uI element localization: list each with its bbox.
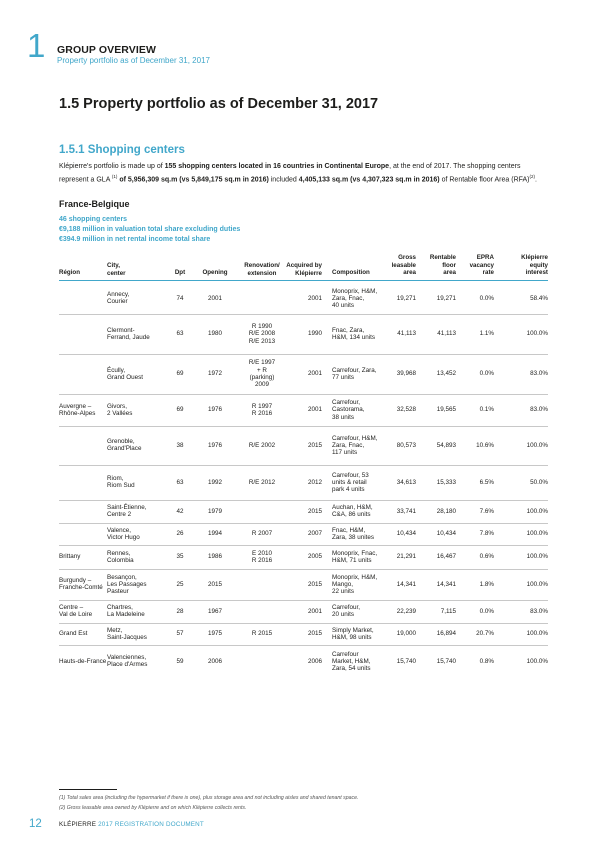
cell-opening: 2006 [207,657,222,665]
cell-opening: 1972 [207,370,222,378]
cell-dpt: 69 [176,406,184,414]
cell-epra: 0.0% [479,370,494,378]
row-divider [59,645,548,646]
row-divider [59,426,548,427]
cell-acquired: 2007 [307,530,322,538]
cell-dpt: 28 [176,607,184,615]
cell-epra: 7.8% [479,530,494,538]
cell-epra: 0.8% [479,657,494,665]
cell-gross: 41,113 [397,330,416,338]
header-region: Région [59,269,80,276]
cell-acquired: 2001 [307,607,322,615]
chapter-title: GROUP OVERVIEW [57,44,157,56]
cell-equity: 50.0% [530,478,548,486]
row-divider [59,569,548,570]
cell-equity: 100.0% [526,441,548,449]
chapter-number: 1 [27,27,46,64]
cell-city: Valence, Victor Hugo [107,526,140,541]
cell-dpt: 42 [176,507,184,515]
stat-net-rental-income: €394.9 million in net rental income total share [59,236,211,244]
header-dpt: Dpt [174,269,186,276]
table-row [0,285,600,316]
cell-composition: Carrefour, Castorama, 38 units [332,399,365,421]
cell-acquired: 2001 [307,294,322,302]
cell-rentable: 16,894 [436,630,456,638]
cell-composition: Carrefour, 20 units [332,604,360,619]
row-divider [59,314,548,315]
cell-composition: Carrefour, H&M, Zara, Fnac, 117 units [332,434,378,457]
cell-city: Givors, 2 Vallées [107,402,133,417]
footnote-1: (1) Total sales area (including the hypermarket if there is one), plus storage area and not including aisles and shared tenant space. [59,795,359,801]
cell-city: Rennes, Colombia [107,549,134,564]
stat-valuation: €9,188 million in valuation total share excluding duties [59,226,241,234]
cell-region: Grand Est [59,630,88,638]
header-rentable: Rentable floor area [429,254,456,277]
table-row [0,396,600,428]
cell-acquired: 1990 [307,330,322,338]
cell-acquired: 2015 [307,580,322,588]
table-row [0,502,600,525]
cell-acquired: 2015 [307,507,322,515]
region-stats [59,215,240,246]
cell-dpt: 26 [176,530,184,538]
table-row [0,316,600,356]
cell-opening: 1979 [207,507,222,515]
cell-opening: 1976 [207,406,222,414]
cell-renovation: R/E 1997 + R (parking) 2009 [248,359,276,389]
cell-composition: Carrefour, Zara, 77 units [332,366,377,381]
cell-epra: 0.6% [479,553,494,561]
cell-renovation: R/E 2002 [248,441,276,449]
stat-centers: 46 shopping centers [59,216,128,223]
table-row [0,647,600,680]
header-city: City, center [107,262,126,277]
cell-rentable: 14,341 [436,580,456,588]
cell-rentable: 54,893 [436,441,456,449]
cell-equity: 100.0% [526,553,548,561]
cell-rentable: 41,113 [437,330,456,338]
cell-composition: Carrefour Market, H&M, Zara, 54 units [332,650,371,673]
cell-equity: 100.0% [526,507,548,515]
cell-equity: 83.0% [530,607,548,615]
cell-opening: 1994 [207,530,222,538]
section-title: 1.5 Property portfolio as of December 31, 2017 [59,96,379,112]
footer-brand: KLÉPIERRE [59,821,97,828]
cell-acquired: 2012 [307,478,322,486]
cell-city: Annecy, Courier [107,291,130,306]
cell-gross: 19,271 [396,294,416,302]
cell-gross: 14,341 [396,580,416,588]
region-title: France-Belgique [59,199,130,209]
page-footer [59,821,204,828]
cell-rentable: 19,271 [436,294,456,302]
row-divider [59,354,548,355]
cell-composition: Monoprix, Fnac, H&M, 71 units [332,549,378,564]
cell-equity: 100.0% [526,580,548,588]
cell-dpt: 69 [176,370,184,378]
row-divider [59,500,548,501]
cell-gross: 19,000 [396,630,416,638]
cell-composition: Fnac, H&M, Zara, 38 unites [332,526,375,541]
cell-equity: 100.0% [526,657,548,665]
table-row [0,602,600,625]
footnote-divider [59,789,117,790]
cell-renovation: R/E 2012 [248,478,276,486]
cell-composition: Fnac, Zara, H&M, 134 units [332,326,376,341]
cell-epra: 10.6% [476,441,494,449]
cell-city: Valenciennes, Place d'Armes [107,654,148,669]
subsection-title: 1.5.1 Shopping centers [59,144,185,156]
cell-composition: Simply Market, H&M, 98 units [332,626,374,641]
cell-region: Burgundy – Franche-Comté [59,577,103,592]
cell-epra: 6.5% [479,478,494,486]
cell-dpt: 35 [176,553,184,561]
cell-city: Clermont- Ferrand, Jaude [107,326,150,341]
cell-city: Saint-Étienne, Centre 2 [107,504,147,519]
cell-opening: 1992 [207,478,222,486]
cell-region: Auvergne – Rhône-Alpes [59,402,96,417]
cell-epra: 20.7% [476,630,494,638]
row-divider [59,545,548,546]
table-row [0,547,600,571]
cell-city: Besançon, Les Passages Pasteur [107,573,147,596]
cell-region: Centre – Val de Loire [59,604,93,619]
row-divider [59,600,548,601]
cell-dpt: 74 [176,294,184,302]
footnote-2: (2) Gross leasable area owned by Klépierre and on which Klépierre collects rents. [59,805,247,811]
table-row [0,525,600,547]
cell-acquired: 2005 [307,553,322,561]
cell-acquired: 2006 [307,657,322,665]
cell-city: Riom, Riom Sud [107,475,135,490]
cell-equity: 58.4% [530,294,548,302]
cell-epra: 1.8% [479,580,494,588]
cell-region: Hauts-de-France [59,657,107,665]
cell-epra: 0.0% [479,294,494,302]
header-epra: EPRA vacancy rate [469,254,494,277]
cell-acquired: 2015 [307,630,322,638]
cell-epra: 0.0% [479,607,494,615]
cell-rentable: 13,452 [436,370,456,378]
cell-dpt: 63 [176,478,184,486]
cell-opening: 2015 [207,580,222,588]
cell-gross: 80,573 [396,441,416,449]
cell-acquired: 2015 [307,441,322,449]
cell-acquired: 2001 [307,370,322,378]
table-row [0,428,600,467]
cell-renovation: R 2007 [251,530,273,538]
header-equity: Klépierre equity interest [521,254,548,277]
cell-region: Brittany [59,553,81,561]
cell-equity: 100.0% [526,330,548,338]
cell-city: Metz, Saint-Jacques [107,626,147,641]
cell-rentable: 10,434 [436,530,456,538]
cell-renovation: R 1990 R/E 2008 R/E 2013 [248,323,276,345]
table-header [0,247,600,277]
header-renovation: Renovation/ extension [244,262,280,277]
cell-city: Écully, Grand Ouest [107,366,144,381]
cell-city: Chartres, La Madeleine [107,604,145,619]
cell-epra: 7.6% [479,507,494,515]
cell-gross: 32,528 [396,406,416,414]
cell-rentable: 7,115 [440,607,456,615]
cell-opening: 1976 [207,441,222,449]
row-divider [59,523,548,524]
cell-renovation: E 2010 R 2016 [251,549,273,564]
cell-gross: 34,613 [396,478,416,486]
table-row [0,356,600,396]
table-row [0,467,600,502]
footer-document: 2017 REGISTRATION DOCUMENT [96,821,204,828]
header-opening: Opening [202,269,228,276]
cell-city: Grenoble, Grand'Place [107,438,142,453]
cell-rentable: 28,180 [436,507,456,515]
row-divider [59,623,548,624]
row-divider [59,394,548,395]
cell-rentable: 19,565 [436,406,456,414]
cell-opening: 1975 [207,630,222,638]
table-row [0,571,600,602]
cell-equity: 100.0% [526,530,548,538]
cell-gross: 10,434 [396,530,416,538]
cell-dpt: 63 [176,330,184,338]
row-divider [59,465,548,466]
cell-composition: Carrefour, 53 units & retail park 4 units [332,471,369,494]
cell-rentable: 15,740 [436,657,456,665]
page-number: 12 [29,818,42,830]
cell-gross: 22,239 [396,607,416,615]
cell-gross: 21,291 [396,553,416,561]
cell-rentable: 16,467 [436,553,456,561]
cell-dpt: 25 [176,580,184,588]
cell-renovation: R 2015 [251,630,273,638]
table-row [0,625,600,647]
cell-equity: 83.0% [530,370,548,378]
header-composition: Composition [332,269,370,276]
cell-opening: 1967 [207,607,222,615]
cell-gross: 33,741 [396,507,416,515]
header-acquired: Acquired by Klépierre [286,262,322,277]
cell-composition: Auchan, H&M, C&A, 86 units [332,504,373,519]
cell-dpt: 59 [176,657,184,665]
cell-renovation: R 1997 R 2016 [251,402,273,417]
cell-epra: 0.1% [479,406,494,414]
header-gross: Gross leasable area [391,254,416,277]
table-header-rule [59,280,548,281]
cell-opening: 1980 [207,330,222,338]
intro-paragraph: Klépierre's portfolio is made up of 155 shopping centers located in 16 countries in Continental Europe, at the end of 2017. The shopping centers represent a GLA $^{(1)}$ of 5,956,309 sq.m (vs 5,849,175 sq.m in 2016) included 4,405,133 sq.m (vs 4,307,323 sq.m in 2016) of Rentable floor Area (RFA)$^{(2)}$. [59,163,537,184]
cell-composition: Monoprix, H&M, Zara, Fnac, 40 units [332,287,378,310]
cell-epra: 1.1% [479,330,494,338]
cell-rentable: 15,333 [436,478,456,486]
cell-acquired: 2001 [307,406,322,414]
cell-gross: 39,968 [396,370,416,378]
cell-equity: 83.0% [530,406,548,414]
cell-opening: 2001 [207,294,222,302]
cell-dpt: 57 [176,630,184,638]
chapter-subtitle: Property portfolio as of December 31, 2017 [57,56,210,65]
cell-opening: 1986 [207,553,222,561]
cell-composition: Monoprix, H&M, Mango, 22 units [332,573,378,596]
cell-dpt: 38 [176,441,184,449]
cell-gross: 15,740 [396,657,416,665]
cell-equity: 100.0% [526,630,548,638]
